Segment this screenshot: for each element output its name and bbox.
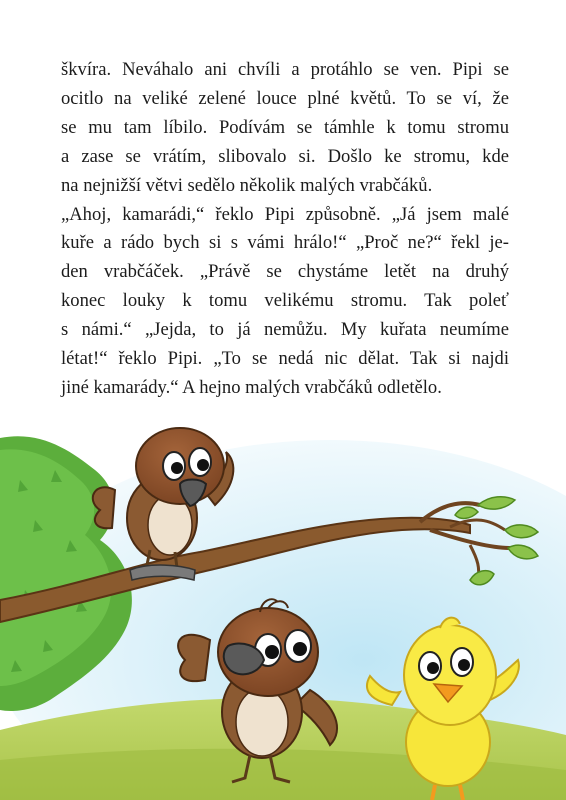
story-line: létat!“ řeklo Pipi. „To se nedá nic dělat. Tak si najdi [61,348,509,370]
story-line: jiné kamarády.“ A hejno malých vrabčáků odletělo. [61,376,442,398]
story-line: s námi.“ „Jejda, to já nemůžu. My kuřata neumíme [61,319,509,341]
story-line: se mu tam líbilo. Podívám se támhle k tomu stromu [61,116,509,138]
story-line: škvíra. Neváhalo ani chvíli a protáhlo se ven. Pipi se [61,59,509,80]
story-line: den vrabčáček. „Právě se chystáme letět na druhý [61,261,509,283]
story-line: a zase se vrátím, slibovalo si. Došlo ke stromu, kde [61,145,509,167]
story-line: konec louky k tomu velikému stromu. Tak poleť [61,290,509,312]
story-text [61,56,509,403]
story-line: kuře a rádo bych si s vámi hrálo!“ „Proč ne?“ řekl je- [61,232,509,254]
illustration [0,400,566,800]
story-line: na nejnižší větvi sedělo několik malých vrabčáků. [61,174,433,196]
story-line: ocitlo na veliké zelené louce plné květů. To se ví, že [61,87,509,109]
story-line: „Ahoj, kamarádi,“ řeklo Pipi způsobně. „Já jsem malé [61,203,509,225]
